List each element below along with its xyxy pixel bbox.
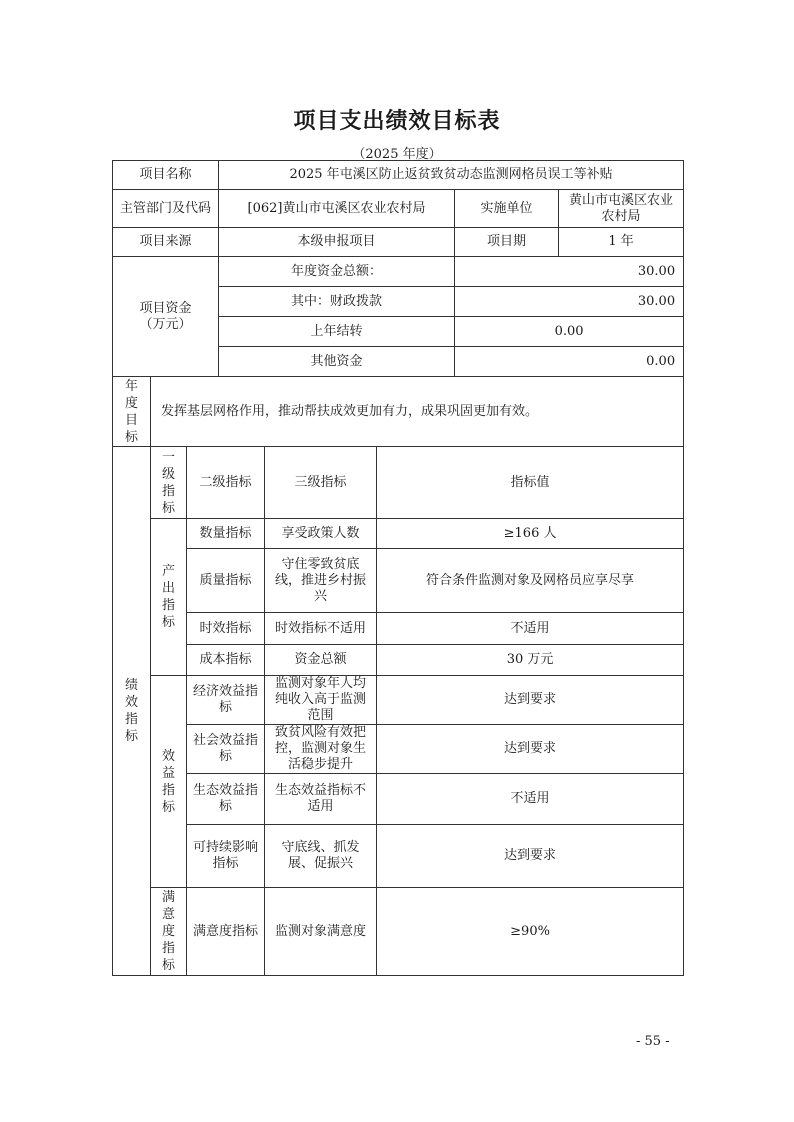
header-level2: 二级指标 [187,447,265,519]
funds-carry-value: 0.00 [455,317,684,347]
table-row [113,613,684,645]
level3-cell: 生态效益指标不适用 [265,774,377,825]
level2-cell: 可持续影响指标 [187,825,265,888]
level2-cell: 质量指标 [187,549,265,613]
dept-value: [062]黄山市屯溪区农业农村局 [219,190,455,228]
level3-cell: 致贫风险有效把控，监测对象生活稳步提升 [265,725,377,774]
header-level3: 三级指标 [265,447,377,519]
table-row [113,228,684,257]
performance-target-table [112,160,684,976]
funds-total-label: 年度资金总额： [219,257,455,287]
table-row [113,676,684,725]
value-cell: 不适用 [377,774,684,825]
level2-cell: 经济效益指标 [187,676,265,725]
level2-cell: 社会效益指标 [187,725,265,774]
funds-fiscal-label: 其中：财政拨款 [219,287,455,317]
benefit-indicators-label: 效益指标 [151,676,187,888]
value-cell: 达到要求 [377,676,684,725]
value-cell: ≥166 人 [377,519,684,549]
value-cell: ≥90% [377,888,684,976]
goal-label: 年度目标 [113,377,151,447]
page-number: - 55 - [636,1034,670,1049]
header-level1: 一级指标 [151,447,187,519]
page-title: 项目支出绩效目标表 [293,109,501,134]
value-cell: 达到要求 [377,825,684,888]
source-value: 本级申报项目 [219,228,455,257]
table-row [113,377,684,447]
funds-fiscal-value: 30.00 [455,287,684,317]
funds-other-value: 0.00 [455,347,684,377]
level2-cell: 数量指标 [187,519,265,549]
level2-cell: 满意度指标 [187,888,265,976]
table-row [113,257,684,287]
value-cell: 符合条件监测对象及网格员应享尽享 [377,549,684,613]
table-row [113,888,684,976]
table-row [113,549,684,613]
period-value: 1 年 [559,228,684,257]
table-row [113,725,684,774]
project-name-label: 项目名称 [113,161,219,190]
funds-other-label: 其他资金 [219,347,455,377]
funds-total-value: 30.00 [455,257,684,287]
level3-cell: 资金总额 [265,645,377,676]
level3-cell: 时效指标不适用 [265,613,377,645]
value-cell: 30 万元 [377,645,684,676]
value-cell: 达到要求 [377,725,684,774]
level3-cell: 监测对象年人均纯收入高于监测范围 [265,676,377,725]
table-row [113,774,684,825]
value-cell: 不适用 [377,613,684,645]
level3-cell: 享受政策人数 [265,519,377,549]
level2-cell: 成本指标 [187,645,265,676]
source-label: 项目来源 [113,228,219,257]
level3-cell: 守住零致贫底线，推进乡村振兴 [265,549,377,613]
funds-carry-label: 上年结转 [219,317,455,347]
table-row [113,190,684,228]
table-row [113,447,684,519]
level2-cell: 生态效益指标 [187,774,265,825]
table-row [113,645,684,676]
table-row [113,161,684,190]
level2-cell: 时效指标 [187,613,265,645]
output-indicators-label: 产出指标 [151,519,187,676]
impl-unit-value: 黄山市屯溪区农业农村局 [559,190,684,228]
funds-label: 项目资金 （万元） [113,257,219,377]
table-row [113,825,684,888]
indicators-section-label: 绩效指标 [113,447,151,976]
project-name-value: 2025 年屯溪区防止返贫致贫动态监测网格员误工等补贴 [219,161,684,190]
table-row [113,519,684,549]
level3-cell: 守底线、抓发展、促振兴 [265,825,377,888]
year-subtitle: （2025 年度） [352,147,442,162]
level3-cell: 监测对象满意度 [265,888,377,976]
goal-text: 发挥基层网格作用，推动帮扶成效更加有力，成果巩固更加有效。 [151,377,684,447]
satisfaction-indicators-label: 满意度指标 [151,888,187,976]
dept-label: 主管部门及代码 [113,190,219,228]
header-value: 指标值 [377,447,684,519]
impl-unit-label: 实施单位 [455,190,559,228]
period-label: 项目期 [455,228,559,257]
